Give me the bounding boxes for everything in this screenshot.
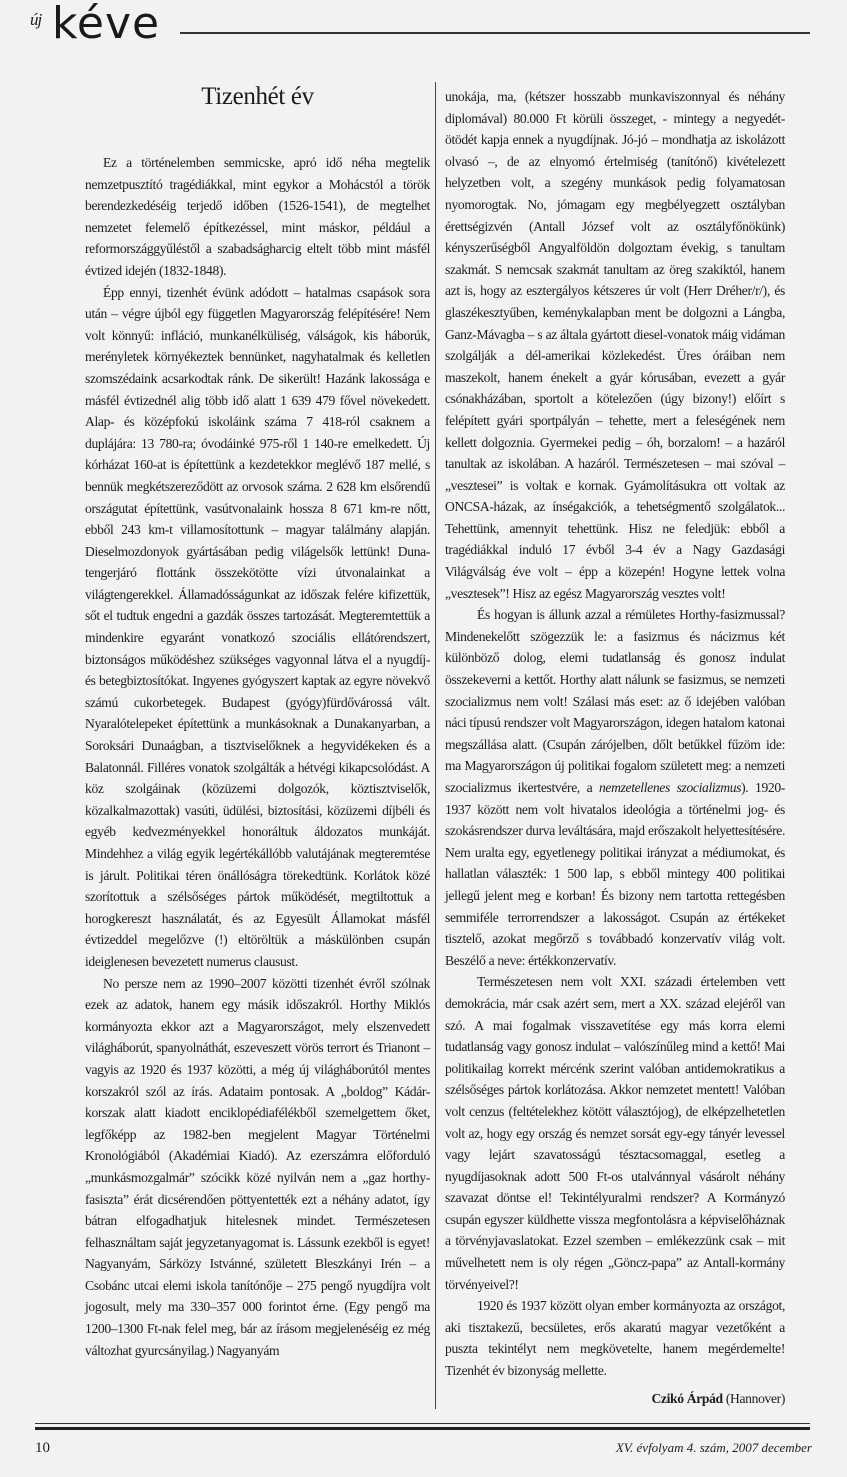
magazine-logo: kéve [52,0,161,49]
issue-info: XV. évfolyam 4. szám, 2007 december [615,1440,812,1456]
author-signature [445,1388,785,1410]
page-footer [35,1423,810,1477]
author-location: (Hannover) [725,1390,785,1406]
right-column [435,82,785,1409]
logo-prefix: új [30,10,42,29]
paragraph: unokája, ma, (kétszer hosszabb munkaviszonnyal és néhány diplomával) 80.000 Ft körüli összeget, - mintegy a negyedét-ötödét kapja ennek a nyugdíjnak. Jó-jó – mondhatja az iskolázott olvasó –, de az elnyomó értelmiség (tanítónő) kivételezett helyzetben volt, a szegény munkások pedig folyamatosan nyomorogtak. No, jómagam egy megbélyegzett osztályban érettségizvén (Antall József volt az osztályfőnökünk) kényszerűségből Angyalföldön dolgoztam évekig, s tanultam szakmát. S nemcsak szakmát tanultam az öreg szakiktól, hanem azt is, hogy az esztergályos kétszeres úr volt (Herr Dréher/r/), és glaszékesztyűben, keménykalapban ment be dolgozni a Lángba, Ganz-Mávagba – s az általa gyártott diesel-vonatok máig vidáman szolgálják a dél-amerikai közlekedést. Üres óráiban nem maszekolt, hanem énekelt a gyár kórusában, evezett a gyár csónakházában, sportolt a kötelezően (úgy bizony!) előírt s felépített gyári sportpályán – tehette, mert a feleségének nem kellett dolgoznia. Gyermekei pedig – óh, borzalom! – a hazáról tanultak az iskolában. A hazáról. Természetesen – mai szóval – „vesztesei” is voltak e kornak. Gyámolításukra ott voltak az ONCSA-házak, az ínségakciók, a tehetségmentő szolgálatok... Tehettünk, amennyit tehettünk. Hisz ne feledjük: ebből a tragédiákkal induló 17 évből 3-4 év a Nagy Gazdasági Világválság éve volt – épp a közepén! Hogyne lettek volna „vesztesek”! Hisz az egész Magyarország vesztes volt! [445,89,785,601]
masthead [0,0,847,60]
author-name: Czikó Árpád [651,1390,723,1406]
paragraph [445,604,785,971]
article-title: Tizenhét év [201,83,314,110]
paragraph: 1920 és 1937 között olyan ember kormányozta az országot, aki tisztakezű, becsületes, erős akaratú magyar vezetőként a puszta tekintélyt nem megkövetelte, hanem megérdemelte! Tizenhét év bizonyság mellette. [445,1298,785,1379]
paragraph: No persze nem az 1990–2007 közötti tizenhét évről szólnak ezek az adatok, hanem egy másik időszakról. Horthy Miklós kormányozta ekkor azt a Magyarországot, mely elszenvedett világháborút, spanyolnáthát, eszeveszett vörös terrort és Trianont – vagyis az 1920 és 1937 közötti, a még új világháborútól mentes korszakról szól az írás. Adataim pontosak. A „boldog” Kádár-korszak alatt kiadott enciklopédiafélékből szemelgettem őket, legfőképp az 1982-ben megjelent Magyar Történelmi Kronológiából (Akadémiai Kiadó). Az ezerszámra előforduló „munkásmozgalmár” szócikk közé nyilván nem a „gaz horthy-fasiszta” érát dicsérendően pöttyentették ezt a néhány adatot, így bátran elfogadhatjuk hitelesnek mindet. Természetesen felhasználtam saját jegyzetanyagomat is. Lássunk ezekből is egyet! Nagyanyám, Sárközy Istvánné, született Bleszkányi Irén – a Csobánc utcai elemi iskola tanítónője – 275 pengő nyugdíjra volt jogosult, mely ma 330–357 000 forintot érne. (Egy pengő ma 1200–1300 Ft-nak felel meg, bár az írásom megjelenéséig ez még változhat gyurcsányilag.) Nagyanyám [85,975,430,1358]
italic-term: nemzetellenes szocializmus [598,780,742,795]
footer-rule-thick [35,1427,810,1430]
article-body [85,82,785,1409]
footer-row [35,1440,810,1457]
left-column [85,82,435,1361]
header-rule [180,32,810,34]
paragraph-text: ). 1920-1937 között nem volt hivatalos ideológia a történelmi jog- és szokásrendszer durva leváltására, majd erőszakolt helyettesítésére. Nem uralta egy, egyetlenegy politikai irányzat a médiumokat, és hallatlan választék: 1 500 lap, s ebből mintegy 400 politikai jellegű jelent meg e korban! És bizony nem tartotta rettegésben semmiféle terrorrendszer a lakosságot. Csupán az értékeket tisztelő, azokat megőrző s továbbadó konzervatív világ volt. Beszélő a neve: értékkonzervatív. [445,780,785,968]
paragraph-text: És hogyan is állunk azzal a rémületes Horthy-fasizmussal? Mindenekelőtt szögezzük le: a fasizmus és nácizmus két különböző dolog, elemi tudatlanság és gonosz indulat összekeverni a kettőt. Horthy alatt nálunk se fasizmus, se nemzeti szocializmus nem volt! Szálasi más eset: az ő idejében valóban náci típusú rendszer volt Magyarországon, idegen hatalom katonai megszállása alatt. (Csupán zárójelben, dőlt betűkkel fűzöm ide: ma Magyarországon új politikai fogalom született meg: a nemzeti szocializmus ikertestvére, a [445,607,785,795]
paragraph: Ez a történelemben semmicske, apró idő néha megtelik nemzetpusztító tragédiákkal, mint egykor a Mohácstól a török berendezkedéséig terjedő időben (1526-1541), de megtelhet nemzetet felemelő építkezéssel, mint máskor, például a reformországgyűléstől a szabadságharcig eltelt több mint másfél évtized idején (1832-1848). [85,155,430,278]
paragraph: Természetesen nem volt XXI. századi értelemben vett demokrácia, már csak azért sem, mert a XX. század elejéről van szó. A mai fogalmak visszavetítése egy más korra elemi tudatlanság vagy gonosz indulat – valószínűleg mind a kettő! Mai politikailag korrekt mércénk szerint valóban antidemokratikus a szélsőséges pártok korlátozása. Akkor nemzetet mentett! Valóban volt cenzus (feltételekhez kötött választójog), de elképzelhetetlen volt az, hogy egy ország és nemzet sorsát egy-egy tányér levessel vagy lejárt szavatosságú tésztacsomaggal, esetleg a nyugdíjasoknak adott 500 Ft-os utalvánnyal vásárolt néhány szavazat döntse el! Tekintélyuralmi rendszer? A Kormányzó csupán egyszer küldhette vissza megfontolásra a képviselőháznak a törvényjavaslatokat. Ezzel szemben – emlékezzünk csak – mit művelhetett nem is oly régen „Göncz-papa” az Antall-kormány törvényeivel?! [445,974,785,1292]
footer-rule [35,1423,810,1424]
paragraph: Épp ennyi, tizenhét évünk adódott – hatalmas csapások sora után – végre újból egy független Magyarország felépítésére! Nem volt könnyű: infláció, munkanélküliség, válságok, kis háborúk, merényletek környékeztek bennünket, nagyhatalmak és kelletlen szomszédaink acsarkodtak ránk. De sikerült! Hazánk lakossága e másfél évtizednél alig több idő alatt 1 639 479 fővel növekedett. Alap- és középfokú iskoláink száma 7 418-ról csaknem a duplájára: 13 780-ra; óvodáinké 975-ről 1 140-re emelkedett. Új kórházat 160-at is építettünk a kezdetekkor meglévő 187 mellé, s bennük megkétszereződött az orvosok száma. 2 628 km elsőrendű országutat építettünk, vasútvonalaink hossza 8 671 km-re nőtt, ebből 243 km-t villamosítottunk – magyar találmány alapján. Dieselmozdonyok gyártásában pedig világelsők lettünk! Duna-tengerjáró flottánk összekötötte vízi útvonalainkat a világtengerekkel. Államadósságunkat az időszak felére kifizettük, sőt el tudtuk engedni a gazdák összes tartozását. Megteremtettük a mindenkire egyaránt vonatkozó szociális ellátórendszert, biztonságos működéshez szükséges vagyonnal látva el a nyugdíj- és betegbiztosítókat. Ingyenes gyógyszert kaptak az egyre növekvő számú cukorbetegek. Budapest (gyógy)fürdővárossá vált. Nyaralótelepeket építettünk a munkásoknak a Dunakanyarban, a Soroksári Dunaágban, a tisztviselőknek a hegyvidékeken és a Balatonnál. Filléres vonatok szolgálták a hétvégi kikapcsolódást. A köz szolgáinak (közüzemi dolgozók, köztisztviselők, közalkalmazottak) vasúti, üdülési, biztosítási, közüzemi díjbéli és egyéb kedvezményekkel honoráltuk áldozatos munkáját. Mindehhez a világ egyik legértékállóbb valutájának megteremtése is járult. Politikai téren önállóságra törekedtünk. Korlátok közé szorítottuk a szélsőséges pártok működését, megtiltottuk a horogkereszt használatát, és az Egyesült Államokat másfél évtizeddel megelőzve (!) eltöröltük a máskülönben csupán ideiglenesen bevezetett numerus clausust. [85,284,430,969]
page-number: 10 [35,1440,50,1457]
